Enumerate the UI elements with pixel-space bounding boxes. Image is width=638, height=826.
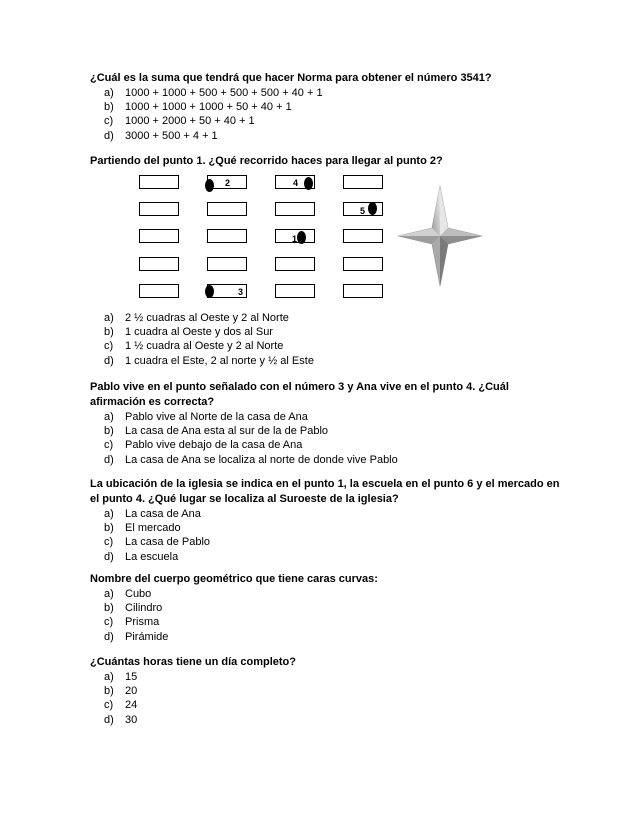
grid-block [139, 202, 179, 216]
question-2-option-b[interactable] [90, 325, 560, 339]
option-letter: b) [104, 326, 114, 339]
map-grid [130, 170, 400, 305]
point-4-label: 4 [293, 178, 299, 188]
question-2-option-a[interactable] [90, 311, 560, 325]
question-1-title: ¿Cuál es la suma que tendrá que hacer Norma para obtener el número 3541? [90, 72, 492, 84]
question-2 [90, 154, 560, 169]
option-letter: a) [104, 671, 114, 683]
option-text: Pablo vive debajo de la casa de Ana [125, 439, 303, 452]
option-text: 3000 + 500 + 4 + 1 [125, 129, 218, 142]
grid-block [275, 257, 315, 271]
question-5-title: Nombre del cuerpo geométrico que tiene caras curvas: [90, 573, 378, 585]
option-letter: b) [104, 425, 114, 438]
grid-block [343, 284, 383, 298]
grid-block [207, 202, 247, 216]
option-letter: d) [104, 354, 114, 367]
grid-block [343, 257, 383, 271]
question-1-option-b[interactable] [90, 100, 560, 114]
grid-block [139, 257, 179, 271]
option-text: 20 [125, 685, 138, 698]
question-2-title: Partiendo del punto 1. ¿Qué recorrido haces para llegar al punto 2? [90, 155, 443, 167]
question-6-option-b[interactable] [90, 684, 560, 698]
question-4-option-b[interactable] [90, 521, 560, 535]
option-text: 1000 + 1000 + 1000 + 50 + 40 + 1 [125, 101, 292, 114]
question-6-option-c[interactable] [90, 698, 560, 712]
option-letter: a) [104, 312, 114, 324]
option-text: Cubo [125, 588, 152, 600]
option-letter: d) [104, 453, 114, 466]
grid-block [207, 229, 247, 243]
option-text: 15 [125, 671, 138, 683]
option-letter: d) [104, 713, 114, 726]
point-5-label: 5 [360, 206, 366, 216]
option-letter: c) [104, 115, 114, 128]
option-text: 24 [125, 699, 138, 712]
option-text: 1000 + 1000 + 500 + 500 + 500 + 40 + 1 [125, 87, 323, 99]
option-text: La casa de Ana [125, 508, 201, 520]
option-letter: b) [104, 602, 114, 615]
option-text: La casa de Ana se localiza al norte de donde vive Pablo [125, 453, 398, 466]
option-letter: b) [104, 522, 114, 535]
point-3-label: 3 [238, 287, 244, 297]
option-text: Cilindro [125, 602, 163, 615]
question-2-option-d[interactable] [90, 354, 560, 368]
option-text: El mercado [125, 522, 181, 535]
option-letter: c) [104, 536, 114, 549]
question-4-option-d[interactable] [90, 550, 560, 564]
question-5-option-b[interactable] [90, 601, 560, 615]
point-2-label: 2 [225, 178, 231, 188]
point-1-label: 1 [292, 234, 298, 244]
option-letter: c) [104, 439, 114, 452]
question-1-option-a[interactable] [90, 86, 560, 100]
option-letter: a) [104, 411, 114, 423]
question-2-option-c[interactable] [90, 339, 560, 353]
option-text: La casa de Ana esta al sur de la de Pablo [125, 425, 329, 438]
point-1-marker [297, 231, 306, 244]
option-text: 1000 + 2000 + 50 + 40 + 1 [125, 115, 255, 128]
question-1-option-d[interactable] [90, 129, 560, 143]
question-3-option-b[interactable] [90, 424, 560, 438]
grid-block [343, 175, 383, 189]
option-letter: a) [104, 588, 114, 600]
option-text: Pirámide [125, 630, 169, 643]
grid-block [139, 284, 179, 298]
question-3-option-c[interactable] [90, 438, 560, 452]
option-letter: d) [104, 550, 114, 563]
option-text: La casa de Pablo [125, 536, 211, 549]
grid-block [275, 284, 315, 298]
question-3-title: Pablo vive en el punto señalado con el número 3 y Ana vive en el punto 4. ¿Cuál afirmación es correcta? [90, 381, 509, 408]
option-letter: a) [104, 87, 114, 99]
question-6-title: ¿Cuántas horas tiene un día completo? [90, 656, 296, 668]
grid-block [343, 229, 383, 243]
question-4 [90, 477, 560, 564]
question-1 [90, 71, 560, 143]
question-6-option-d[interactable] [90, 713, 560, 727]
question-2-options [90, 311, 560, 368]
question-6-option-a[interactable] [90, 670, 560, 684]
option-letter: c) [104, 699, 114, 712]
option-text: Prisma [125, 616, 160, 629]
question-5 [90, 572, 560, 644]
option-text: La escuela [125, 550, 179, 563]
compass-star-icon [398, 186, 482, 286]
grid-block [207, 257, 247, 271]
point-4-marker [304, 177, 313, 190]
grid-block [139, 229, 179, 243]
grid-block [139, 175, 179, 189]
grid-block [275, 202, 315, 216]
question-6 [90, 655, 560, 727]
question-3 [90, 380, 560, 467]
question-4-option-a[interactable] [90, 507, 560, 521]
option-letter: b) [104, 101, 114, 114]
question-4-option-c[interactable] [90, 535, 560, 549]
option-text: 30 [125, 713, 138, 726]
option-letter: b) [104, 685, 114, 698]
option-letter: c) [104, 616, 114, 629]
question-5-option-d[interactable] [90, 630, 560, 644]
option-text: Pablo vive al Norte de la casa de Ana [125, 411, 308, 423]
question-3-option-a[interactable] [90, 410, 560, 424]
point-3-marker [205, 285, 214, 298]
option-letter: d) [104, 129, 114, 142]
option-text: 1 cuadra al Oeste y dos al Sur [125, 326, 273, 339]
option-text: 1 ½ cuadra al Oeste y 2 al Norte [125, 340, 284, 353]
question-1-option-c[interactable] [90, 114, 560, 128]
option-letter: d) [104, 630, 114, 643]
option-letter: a) [104, 508, 114, 520]
point-2-marker [205, 179, 214, 192]
point-5-marker [368, 202, 377, 215]
option-text: 1 cuadra el Este, 2 al norte y ½ al Este [125, 354, 314, 367]
question-3-option-d[interactable] [90, 453, 560, 467]
question-5-option-a[interactable] [90, 587, 560, 601]
option-text: 2 ½ cuadras al Oeste y 2 al Norte [125, 312, 289, 324]
option-letter: c) [104, 340, 114, 353]
question-5-option-c[interactable] [90, 615, 560, 629]
question-4-title: La ubicación de la iglesia se indica en el punto 1, la escuela en el punto 6 y el mercado en el punto 4. ¿Qué lugar se localiza al Suroeste de la iglesia? [90, 478, 560, 505]
